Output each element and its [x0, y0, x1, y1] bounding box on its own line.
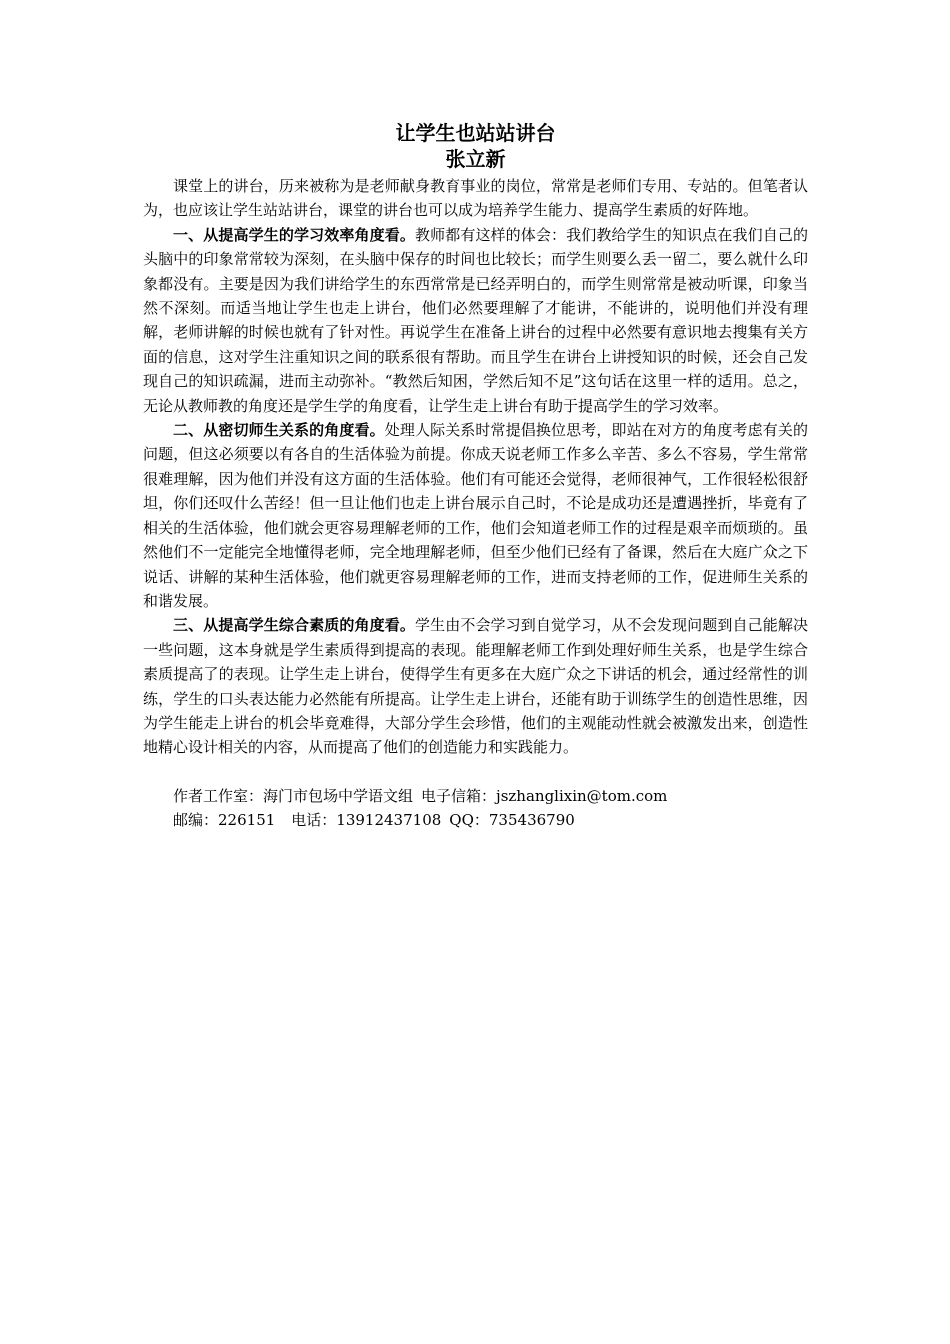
article-author: 张立新	[445, 147, 506, 171]
section-body-2: 处理人际关系时常提倡换位思考，即站在对方的角度考虑有关的问题，但这必须要以有各自的生活体验为前提。你成天说老师工作多么辛苦、多么不容易，学生常常很难理解，因为他们并没有这方面的生活体验。他们有可能还会觉得，老师很神气，工作很轻松很舒坦，你们还叹什么苦经！但一旦让他们也走上讲台展示自己时，不论是成功还是遭遇挫折，毕竟有了相关的生活体验，他们就会更容易理解老师的工作，他们会知道老师工作的过程是艰辛而烦琐的。虽然他们不一定能完全地懂得老师，完全地理解老师，但至少他们已经有了备课，然后在大庭广众之下说话、讲解的某种生活体验，他们就更容易理解老师的工作，进而支持老师的工作，促进师生关系的和谐发展。	[143, 421, 808, 610]
qq-value: 735436790	[488, 810, 575, 829]
document-page	[143, 120, 808, 832]
intro-paragraph: 课堂上的讲台，历来被称为是老师献身教育事业的岗位，常常是老师们专用、专站的。但笔者认为，也应该让学生站站讲台，课堂的讲台也可以成为培养学生能力、提高学生素质的好阵地。	[143, 177, 808, 220]
author-contact-footer	[143, 784, 808, 832]
studio-value: 海门市包场中学语文组	[263, 786, 414, 805]
email-label: 电子信箱：	[421, 786, 497, 805]
section-body-1: 教师都有这样的体会：我们教给学生的知识点在我们自己的头脑中的印象常常较为深刻，在头脑中保存的时间也比较长；而学生则要么丢一留二，要么就什么印象都没有。主要是因为我们讲给学生的东西常常是已经弄明白的，而学生则常常是被动听课，印象当然不深刻。而适当地让学生也走上讲台，他们必然要理解了才能讲，不能讲的，说明他们并没有理解，老师讲解的时候也就有了针对性。再说学生在准备上讲台的过程中必然要有意识地去搜集有关方面的信息，这对学生注重知识之间的联系很有帮助。而且学生在讲台上讲授知识的时候，还会自己发现自己的知识疏漏，进而主动弥补。“教然后知困，学然后知不足”这句话在这里一样的适用。总之，无论从教师教的角度还是学生学的角度看，让学生走上讲台有助于提高学生的学习效率。	[143, 225, 808, 415]
email-value[interactable]: jszhanglixin@tom.com	[496, 786, 668, 805]
section-heading-3: 三、从提高学生综合素质的角度看。	[173, 616, 415, 635]
studio-label: 作者工作室：	[173, 786, 264, 805]
phone-label: 电话：	[291, 810, 337, 829]
postcode-value: 226151	[218, 810, 276, 829]
footer-line-contact	[173, 808, 808, 832]
article-title: 让学生也站站讲台	[395, 121, 556, 145]
phone-value: 13912437108	[336, 810, 442, 829]
postcode-label: 邮编：	[173, 810, 219, 829]
section-body-3: 学生由不会学习到自觉学习，从不会发现问题到自己能解决一些问题，这本身就是学生素质得到提高的表现。能理解老师工作到处理好师生关系，也是学生综合素质提高了的表现。让学生走上讲台，使得学生有更多在大庭广众之下讲话的机会，通过经常性的训练，学生的口头表达能力必然能有所提高。让学生走上讲台，还能有助于训练学生的创造性思维，因为学生能走上讲台的机会毕竟难得，大部分学生会珍惜，他们的主观能动性就会被激发出来，创造性地精心设计相关的内容，从而提高了他们的创造能力和实践能力。	[143, 616, 808, 757]
section-heading-2: 二、从密切师生关系的角度看。	[173, 421, 385, 440]
qq-label: QQ：	[449, 810, 489, 829]
footer-line-studio	[173, 784, 808, 808]
section-paragraph-1	[143, 223, 808, 418]
section-paragraph-2	[143, 418, 808, 613]
section-heading-1: 一、从提高学生的学习效率角度看。	[173, 225, 415, 244]
section-paragraph-3	[143, 613, 808, 759]
